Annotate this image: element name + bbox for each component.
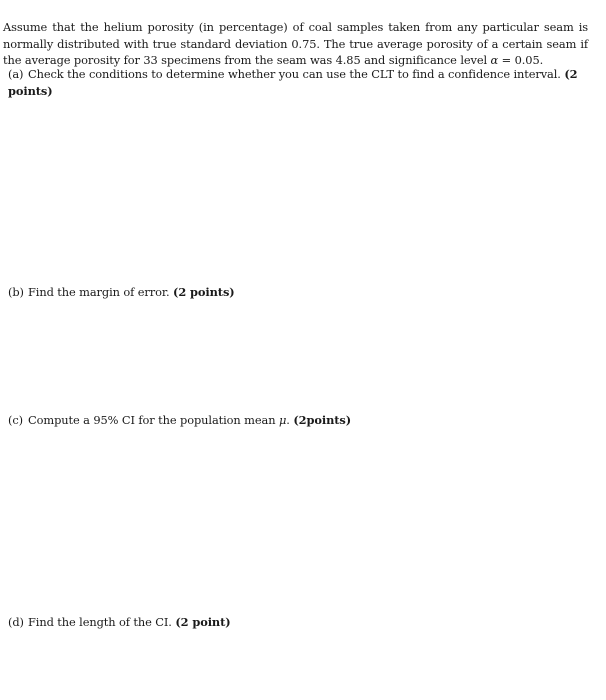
question-a-points: (2 points) [8,67,578,98]
question-c-text: Compute a 95% CI for the population mean [28,413,279,427]
question-c-label: (c) [8,413,23,427]
question-c-points: (2points) [293,413,352,427]
mu-symbol: μ [278,413,287,427]
question-b-text: Find the margin of error. [28,285,170,299]
alpha-symbol: α [490,53,499,68]
question-d [8,614,588,631]
question-d-label: (d) [8,615,24,629]
question-a-text: Check the conditions to determine whether you can use the CLT to find a confidence interval. [28,67,561,81]
question-c [8,412,588,429]
question-d-text: Find the length of the CI. [28,615,172,629]
question-b [8,284,588,301]
question-d-points: (2 point) [175,615,231,629]
question-c-period: . [286,413,290,427]
question-a-label: (a) [8,67,24,81]
question-a [8,66,588,99]
problem-statement-text-2: = 0.05. [498,53,544,68]
question-b-points: (2 points) [173,285,235,299]
question-b-label: (b) [8,285,24,299]
problem-statement-text-1: Assume that the helium porosity (in percentage) of coal samples taken from any particular seam is normally distributed with true standard deviation 0.75. The true average porosity of a certain seam if the average porosity for 33 specimens from the seam was 4.85 and significance level [3,20,588,68]
problem-statement [3,19,588,69]
